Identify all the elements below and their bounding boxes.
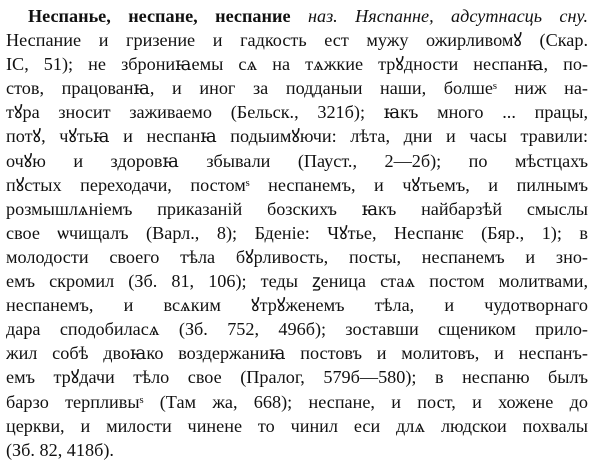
citation-line: неспанемъ, и всѧким ꙋтрꙋженемъ тѣла, и чудотворнаго (6, 295, 588, 316)
citation-line: очꙋю и здоровꙗ збывали (Пауст., 2—2б); по мѣстцахъ (6, 150, 588, 171)
citation-line: тꙋра зносит заживаемо (Бельск., 321б); ꙗкъ много ... працы, (6, 102, 588, 123)
citation-line: церкви, и милости чинене то чинил еси длѧ людскои похвалы (6, 415, 588, 436)
citation-line: розмышлѧніемъ приказаній бозскихъ ꙗкъ найбарзѣй смыслы (6, 198, 588, 219)
citation-line: ІС, 51); не зброниꙗемы сѧ на тѧжкие трꙋдности неспанꙗ, по- (6, 54, 588, 75)
citation-line: барзо терпливыˢ (Там жа, 668); неспане, и пост, и хожене до (6, 391, 588, 412)
dictionary-entry (6, 4, 588, 462)
citation-line: пꙋстых переходачи, постомˢ неспанемъ, и чꙋтьемъ, и пилнымъ (6, 174, 588, 195)
citation-line: стов, працованꙗ, и иног за подданыи наши, болшеˢ ниж на- (6, 78, 588, 99)
citation-line-last: (Зб. 82, 418б). (6, 439, 114, 460)
citation-line: емъ скромил (Зб. 81, 106); теды ꙁеница стаѧ постом молитвами, (6, 271, 588, 292)
citation-line: молодости своего тѣла бꙋрливость, посты, неспанемъ и зно- (6, 246, 588, 267)
citation-line: потꙋ, чꙋтьꙗ и неспанꙗ подыимꙋючи: лѣта, дни и часы травили: (6, 126, 588, 147)
citation-line: жил собѣ двоꙗко воздержаниꙗ постовъ и молитовъ, и неспанъ- (6, 343, 588, 364)
headword: Неспанье, неспане, неспание (28, 6, 291, 26)
citation-line: емъ трꙋдачи тѣло свое (Пралог, 579б—580); в неспаню былъ (6, 367, 588, 388)
grammar-definition: наз. Няспанне, адсутнасць сну. (307, 6, 588, 26)
citation-line: дара сподобиласѧ (Зб. 752, 496б); зоставши сщеником прило- (6, 319, 588, 340)
citation-line: свое ѡчищалъ (Варл., 8); Бденіе: Чꙋтье, Неспанѥ (Бяр., 1); в (6, 222, 588, 243)
entry-header-line (6, 4, 588, 28)
citation-line: Неспание и гризение и гадкость ест мужу ожирливомꙋ (Скар. (6, 30, 588, 51)
